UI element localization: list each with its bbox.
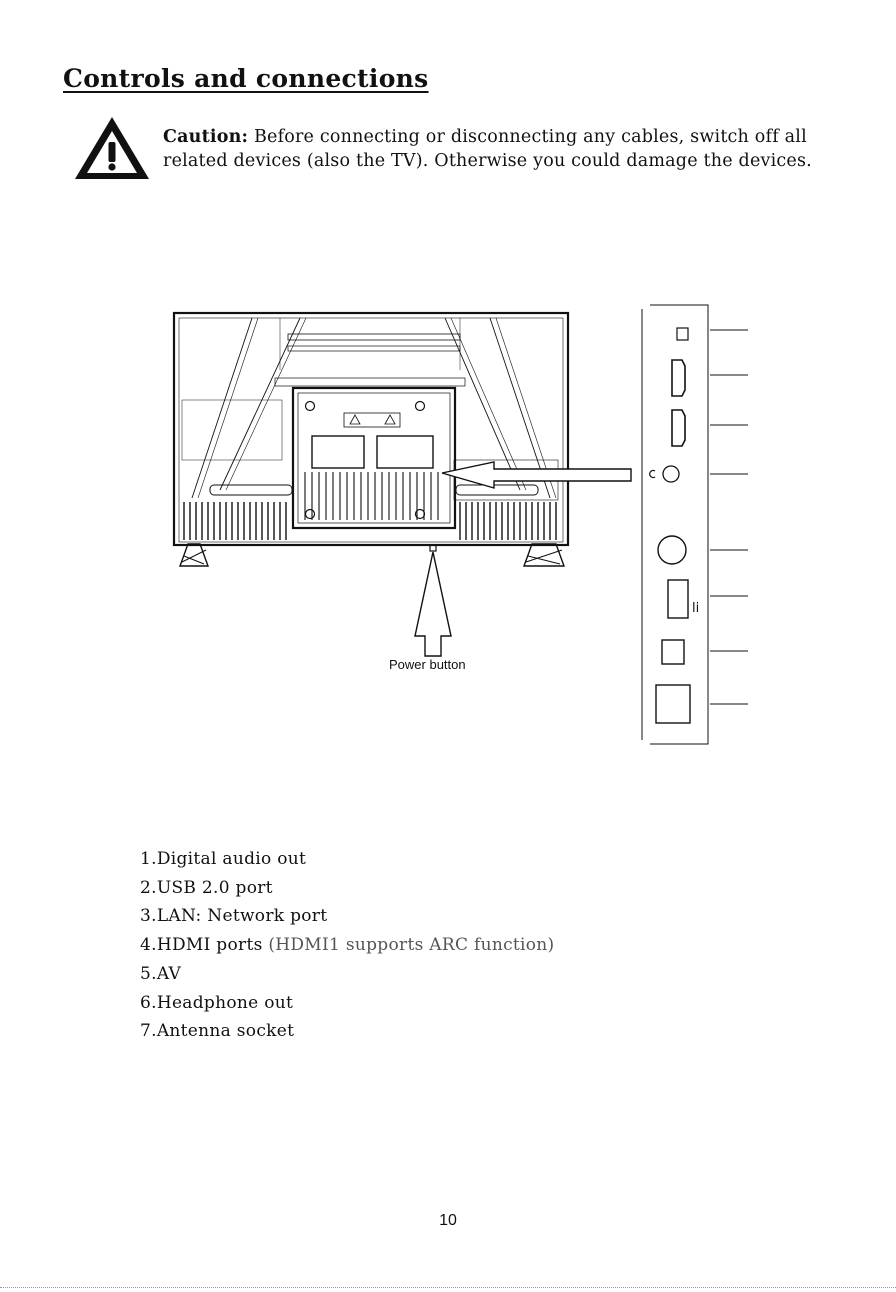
side-port-panel xyxy=(642,305,708,744)
digital-audio-port-icon xyxy=(677,328,688,340)
power-button-arrow xyxy=(415,552,451,656)
connection-legend xyxy=(140,845,554,1046)
ports-callout-arrow xyxy=(442,462,631,488)
caution-text xyxy=(163,125,853,173)
tv-back-panel-illustration xyxy=(174,313,568,566)
list-item: 6.Headphone out xyxy=(140,992,294,1013)
port-leader-lines xyxy=(710,330,748,704)
headphone-symbol-icon xyxy=(650,471,655,478)
hdmi-port-icon xyxy=(672,410,685,446)
page-number: 10 xyxy=(439,1212,457,1229)
list-item: 3.LAN: Network port xyxy=(140,906,328,927)
usb-port-icon xyxy=(668,580,688,618)
list-item: 1.Digital audio out xyxy=(140,849,307,869)
arc-note: (HDMI1 supports ARC function) xyxy=(268,935,555,956)
list-item: 2.USB 2.0 port xyxy=(140,877,273,898)
list-item-text: 4.HDMI ports xyxy=(140,935,269,956)
caution-message: Before connecting or disconnecting any cables, switch off all related devices (also the TV). Otherwise you could damage the devices. xyxy=(163,127,812,171)
av-port-icon xyxy=(658,536,686,564)
warning-icon xyxy=(72,114,152,182)
list-item: 5.AV xyxy=(140,963,182,984)
headphone-port-icon xyxy=(663,466,679,482)
lan-port-icon xyxy=(662,640,684,664)
page-title: Controls and connections xyxy=(63,64,429,93)
list-item xyxy=(140,931,554,960)
list-item: 7.Antenna socket xyxy=(140,1021,295,1042)
antenna-socket-icon xyxy=(656,685,690,723)
hdmi-port-icon xyxy=(672,360,685,396)
tv-rear-diagram xyxy=(160,300,760,750)
usb-symbol-icon: li xyxy=(692,601,700,616)
page-bottom-rule xyxy=(0,1287,896,1288)
caution-label: Caution: xyxy=(163,127,249,147)
power-button-label: Power button xyxy=(389,657,466,672)
